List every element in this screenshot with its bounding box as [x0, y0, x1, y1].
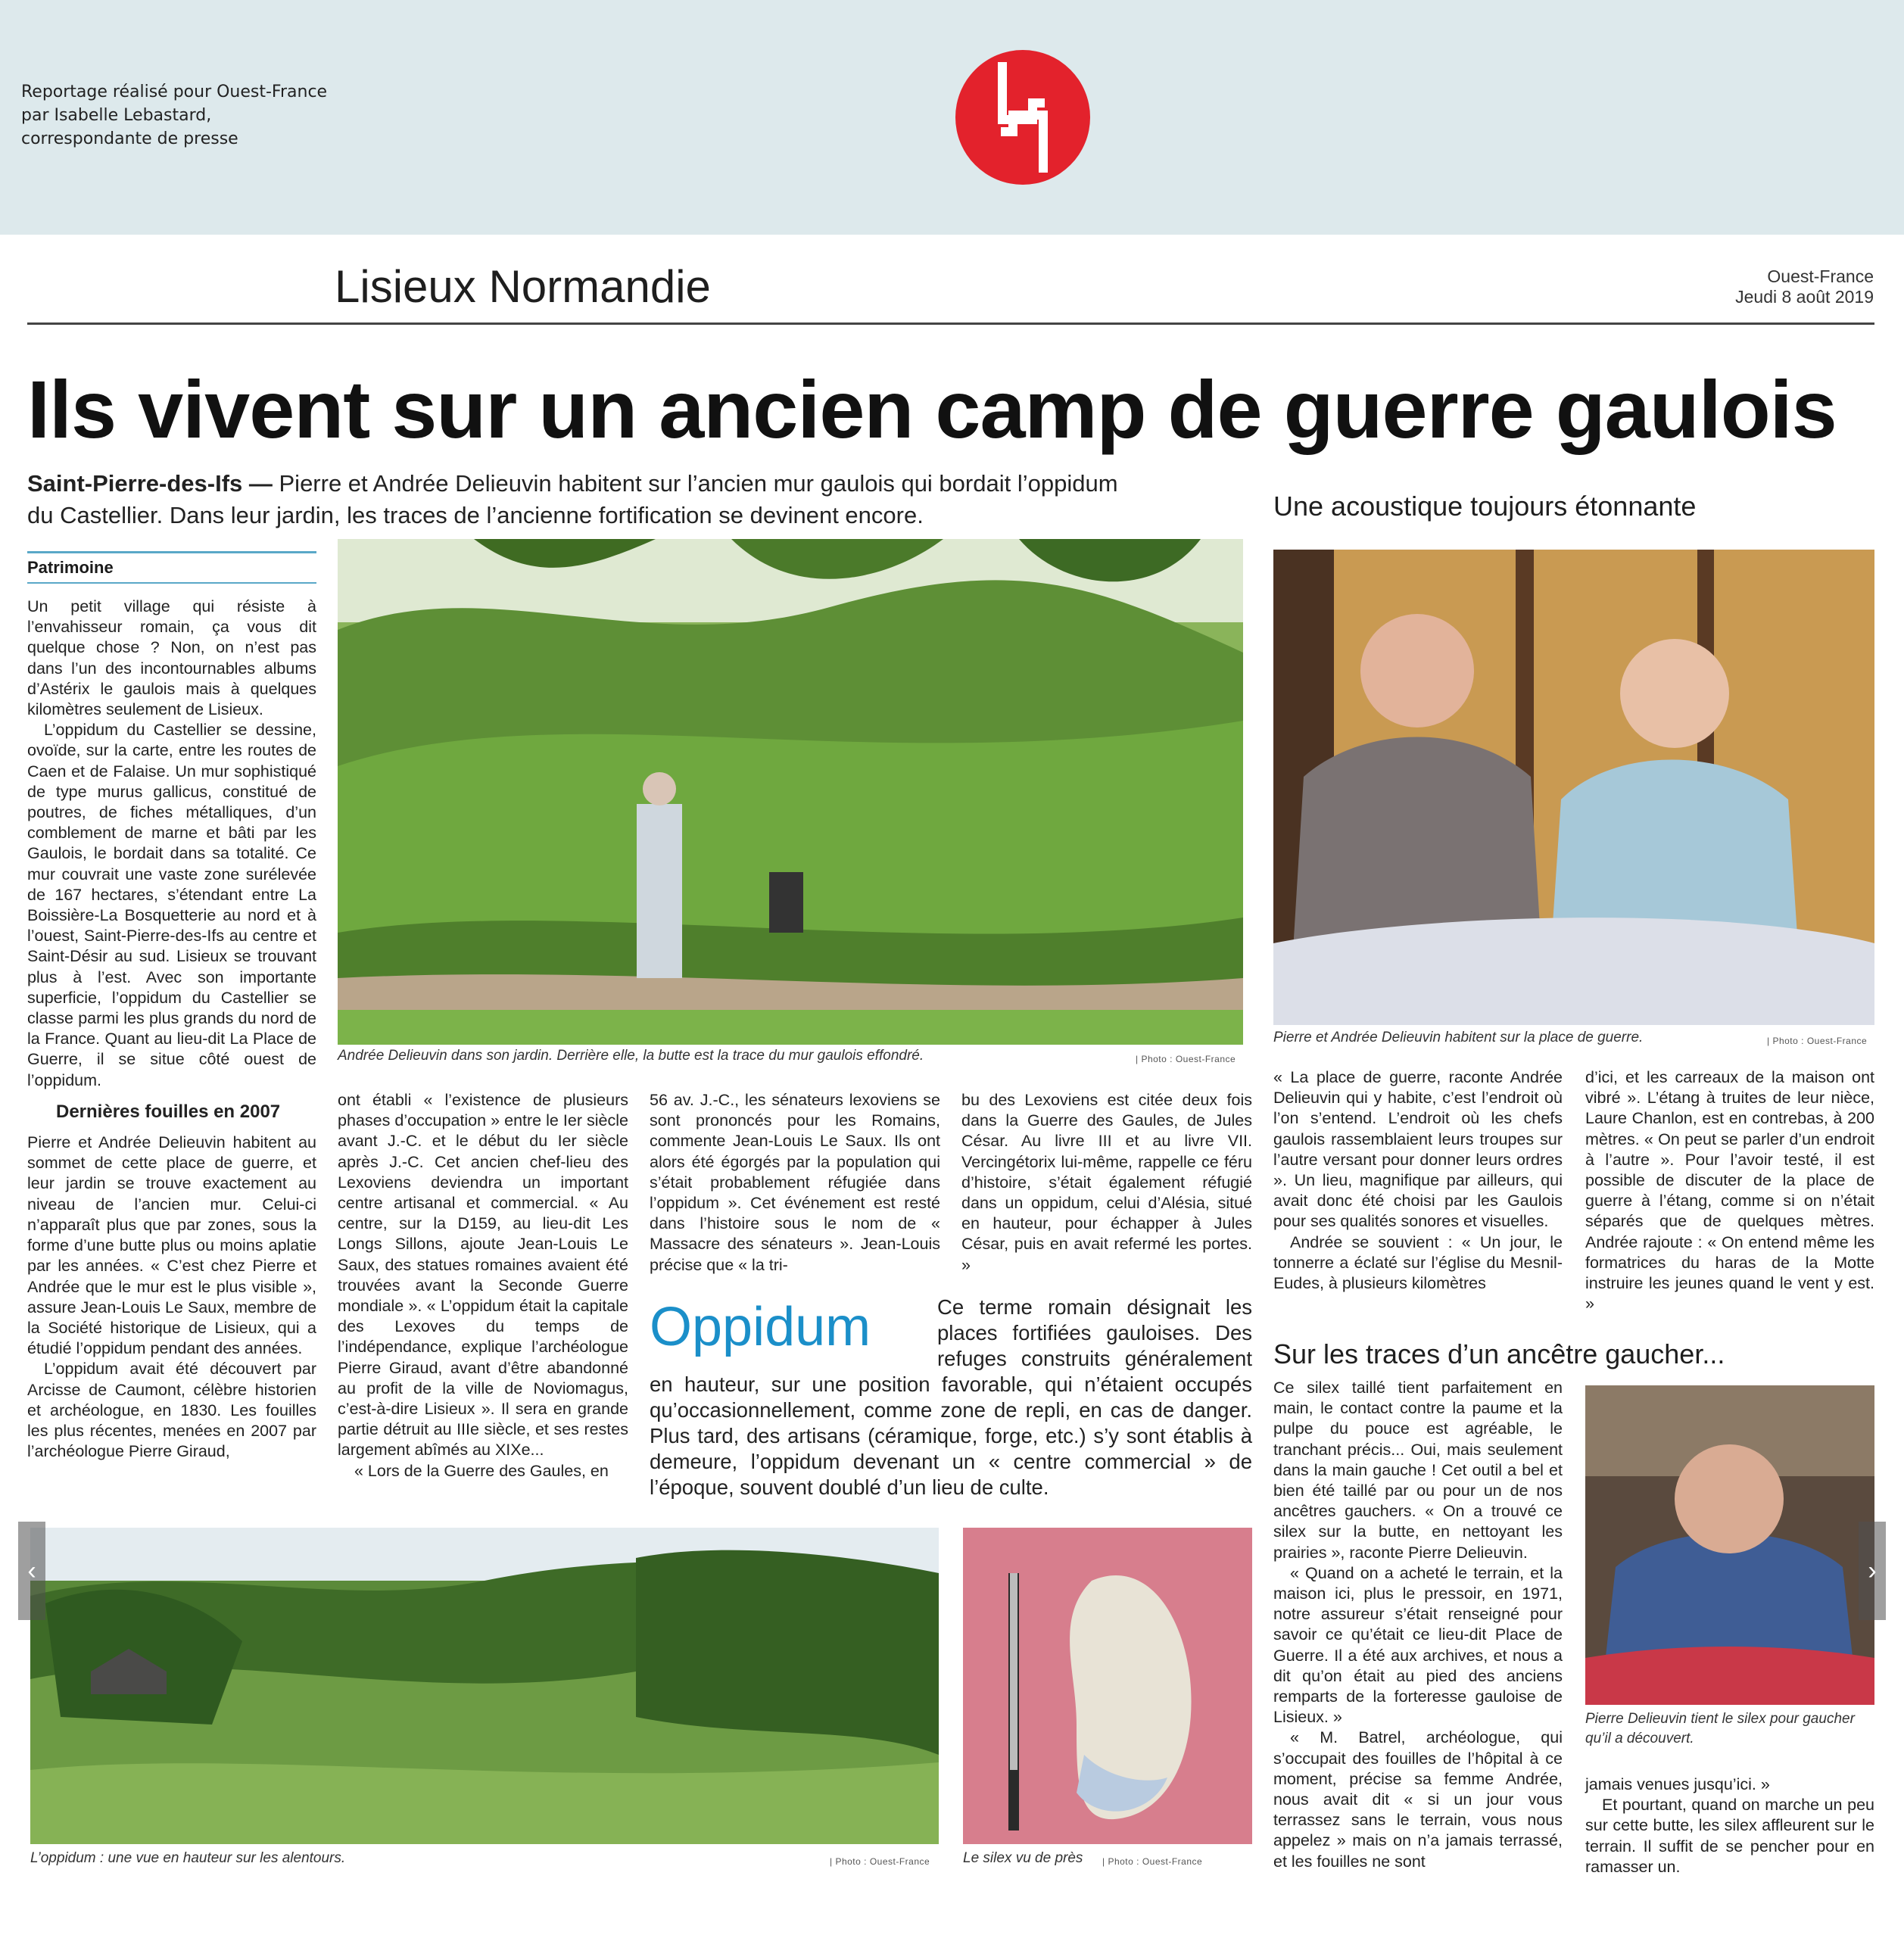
brand-logo-icon	[955, 50, 1090, 185]
sidebar-column-d	[1585, 1774, 1874, 1877]
sidebar-column-a	[1273, 1067, 1563, 1294]
sidebar-title-acoustique: Une acoustique toujours étonnante	[1273, 491, 1697, 522]
photo-credit: | Photo : Ouest-France	[1102, 1856, 1203, 1867]
photo-credit: | Photo : Ouest-France	[1767, 1036, 1868, 1046]
subhead-fouilles: Dernières fouilles en 2007	[56, 1101, 281, 1122]
photo-credit: | Photo : Ouest-France	[1136, 1054, 1236, 1064]
paragraph: L’oppidum avait été découvert par Arcisse de Caumont, célèbre historien et archéologue, en 1830. Les fouilles les plus récentes, menées en 2007 par l’archéologue Pierre Giraud,	[27, 1360, 316, 1461]
issue-date: Jeudi 8 août 2019	[1735, 287, 1874, 307]
paragraph: « Quand on a acheté le terrain, et la maison ici, plus le pressoir, en 1971, notre assureur s’était renseigné pour savoir ce qu’était ce lieu-dit Place de Guerre. Il a été aux archives, et nous a dit qu’on était au pied des anciens remparts de la forteresse gauloise de Lisieux. »	[1273, 1563, 1563, 1727]
paragraph: « M. Batrel, archéologue, qui s’occupait des fouilles de l’hôpital à ce moment, précise sa femme Andrée, nous avait dit « si un jour vous terrassez sans le terrain, vous nous appelez » mais on n’a jamais terrassé, et les fouilles ne sont	[1273, 1728, 1563, 1871]
paragraph: L’oppidum du Castellier se dessine, ovoïde, sur la carte, entre les routes de Caen et de Falaise. Un mur sophistiqué de type murus gallicus, constitué de poutres, de fiches métalliques, d’un comblement de marne et bâti par les Gaulois, le bordait dans sa totalité. Ce mur couvrait une vaste zone surélevée de 167 hectares, s’étendant entre La Boissière-La Bosquetterie au nord et à l’ouest, Saint-Pierre-des-Ifs au centre et Saint-Désir au sud. Lisieux se trouvant plus à l’est. Avec son importante superficie, l’oppidum du Castellier se classe parmi les plus grands du nord de la France. Quant au lieu-dit La Place de Guerre, il se situe côté ouest de l’oppidum.	[27, 721, 316, 1089]
oppidum-definition-text: Ce terme romain désignait les places fortifiées gauloises. Des refuges construits généralement en hauteur, sur une position favorable, qui n’étaient occupés qu’occasionnellement, comme zone de repli, en cas de danger. Plus tard, des artisans (céramique, forge, etc.) s’y sont établis à demeure, l’oppidum devenant un « centre commercial » de l’époque, souvent doublé d’un lieu de culte.	[650, 1295, 1252, 1499]
paragraph: ont établi « l’existence de plusieurs phases d’occupation » entre le Ier siècle avant J.-C. et le début du Ier siècle après J.-C. Cet ancien chef-lieu des Lexoviens deviendra un important centre artisanal et commercial. « Au centre, sur la D159, au lieu-dit Les Longs Sillons, ajoute Jean-Louis Le Saux, des statues romaines avaient été trouvées avant la Seconde Guerre mondiale ». « L’oppidum était la capitale des Lexoves du temps de l’indépendance, explique l’archéologue Pierre Giraud, avant d’être abandonné au profit de la ville de Noviomagus, c’est-à-dire Lisieux ». Il sera en grande partie détruit au IIIe siècle, et ses restes largement abîmés au XIXe...	[338, 1091, 628, 1460]
paragraph: 56 av. J.-C., les sénateurs lexoviens se sont prononcés pour les Romains, commente Jean-Louis Le Saux. Ils ont alors été égorgés par la population qui s’était probablement réfugiée dans l’oppidum ». Cet événement est resté dans l’histoire sous le nom de « Massacre des sénateurs ». Jean-Louis précise que « la tri-	[650, 1091, 940, 1274]
paragraph: Et pourtant, quand on marche un peu sur cette butte, les silex affleurent sur le terrain. Il suffit de se pencher pour en ramasser un.	[1585, 1796, 1874, 1876]
standfirst-text: Pierre et Andrée Delieuvin habitent sur l’ancien mur gaulois qui bordait l’oppidum du Castellier. Dans leur jardin, les traces de l’ancienne fortification se devinent encore.	[27, 470, 1118, 528]
prev-arrow-icon[interactable]: ‹	[18, 1522, 45, 1620]
garden-photo	[338, 539, 1243, 1045]
paragraph: « Lors de la Guerre des Gaules, en	[354, 1461, 609, 1480]
header-rule	[27, 322, 1874, 325]
paragraph: bu des Lexoviens est citée deux fois dans la Guerre des Gaules, de Jules César. Au livre III et au livre VII. Vercingétorix lui-même, rappelle ce féru d’histoire, s’était également réfugié dans un oppidum, celui d’Alésia, situé en hauteur, pour échapper à Jules César, puis en avait refermé les portes. »	[961, 1091, 1252, 1274]
couple-photo	[1273, 550, 1874, 1025]
paragraph: Un petit village qui résiste à l’envahisseur romain, ça vous dit quelque chose ? Non, on n’est pas dans l’un des incontournables albums d’Astérix le gaulois mais à quelques kilomètres seulement de Lisieux.	[27, 597, 316, 719]
paper-dateline	[1735, 266, 1874, 307]
oppidum-title: Oppidum	[650, 1297, 871, 1357]
flint-caption: Le silex vu de près	[963, 1850, 1083, 1866]
top-banner	[0, 0, 1904, 235]
photo-credit: | Photo : Ouest-France	[830, 1856, 930, 1867]
paragraph: « La place de guerre, raconte Andrée Delieuvin qui y habite, c’est l’endroit où l’on s’entend. L’endroit où les chefs gaulois rassemblaient leurs troupes sur l’autre versant pour donner leurs ordres ». Un lieu, magnifique par ailleurs, qui avait donc été choisi par les Gaulois pour ses qualités sonores et visuelles.	[1273, 1068, 1563, 1231]
paragraph: Pierre et Andrée Delieuvin habitent au sommet de cette place de guerre, et leur jardin se trouve exactement au niveau de l’ancien mur. Celui-ci n’apparaît plus que par zones, sous la forme d’une butte plus ou moins aplatie par les années. « C’est chez Pierre et Andrée que le mur est le plus visible », assure Jean-Louis Le Saux, membre de la Société historique de Lisieux, qui a étudié l’oppidum pendant des années.	[27, 1133, 316, 1358]
headline: Ils vivent sur un ancien camp de guerre gaulois	[27, 363, 1837, 455]
reporter-credit: Reportage réalisé pour Ouest-France par Isabelle Lebastard, correspondante de presse	[21, 83, 328, 148]
article-column-2	[338, 1090, 628, 1482]
landscape-caption: L’oppidum : une vue en hauteur sur les alentours.	[30, 1850, 346, 1866]
kicker-label: Patrimoine	[27, 551, 316, 584]
article-column-4	[961, 1090, 1252, 1276]
standfirst: Saint-Pierre-des-Ifs — Pierre et Andrée Delieuvin habitent sur l’ancien mur gaulois qui bordait l’oppidum du Castellier. Dans leur jardin, les traces de l’ancienne fortification se devinent encore.	[27, 470, 1118, 528]
article-column-1	[27, 597, 316, 1462]
paragraph: jamais venues jusqu’ici. »	[1585, 1775, 1770, 1793]
sidebar-title-gaucher: Sur les traces d’un ancêtre gaucher...	[1273, 1338, 1725, 1369]
section-title: Lisieux Normandie	[335, 261, 711, 312]
paper-name: Ouest-France	[1767, 266, 1874, 286]
paragraph: d’ici, et les carreaux de la maison ont vibré ». L’étang à truites de leur nièce, Laure Chanlon, est en contrebas, à 200 mètres. « On peut se parler d’un endroit à l’autre ». Pour l’avoir testé, il est possible de discuter de la place de guerre à l’étang, comme si on n’était séparés que de quelques mètres. Andrée rajoute : « On entend même les formatrices du haras de la Motte instruire les jeunes quand le vent y est. »	[1585, 1068, 1874, 1313]
flint-photo	[963, 1528, 1252, 1844]
paragraph: Ce silex taillé tient parfaitement en main, le contact contre la paume et la pulpe du pouce est agréable, le tranchant précis... Oui, mais seulement dans la main gauche ! Cet outil a bel et bien été taillé par ou pour un de nos ancêtres gauchers. « On a trouvé ce silex sur la butte, en nettoyant les prairies », raconte Pierre Delieuvin.	[1273, 1379, 1563, 1562]
article-column-3	[650, 1090, 940, 1276]
standfirst-place: Saint-Pierre-des-Ifs	[27, 470, 243, 497]
pierre-caption: Pierre Delieuvin tient le silex pour gaucher qu’il a découvert.	[1585, 1711, 1855, 1746]
couple-caption: Pierre et Andrée Delieuvin habitent sur la place de guerre.	[1273, 1030, 1644, 1045]
next-arrow-icon[interactable]: ›	[1859, 1522, 1886, 1620]
landscape-photo	[30, 1528, 939, 1844]
sidebar-column-c	[1273, 1378, 1563, 1872]
pierre-photo	[1585, 1385, 1874, 1705]
paragraph: Andrée se souvient : « Un jour, le tonnerre a éclaté sur l’église du Mesnil-Eudes, à plusieurs kilomètres	[1273, 1232, 1563, 1293]
sidebar-column-b	[1585, 1067, 1874, 1314]
garden-caption: Andrée Delieuvin dans son jardin. Derrière elle, la butte est la trace du mur gaulois effondré.	[338, 1048, 924, 1064]
